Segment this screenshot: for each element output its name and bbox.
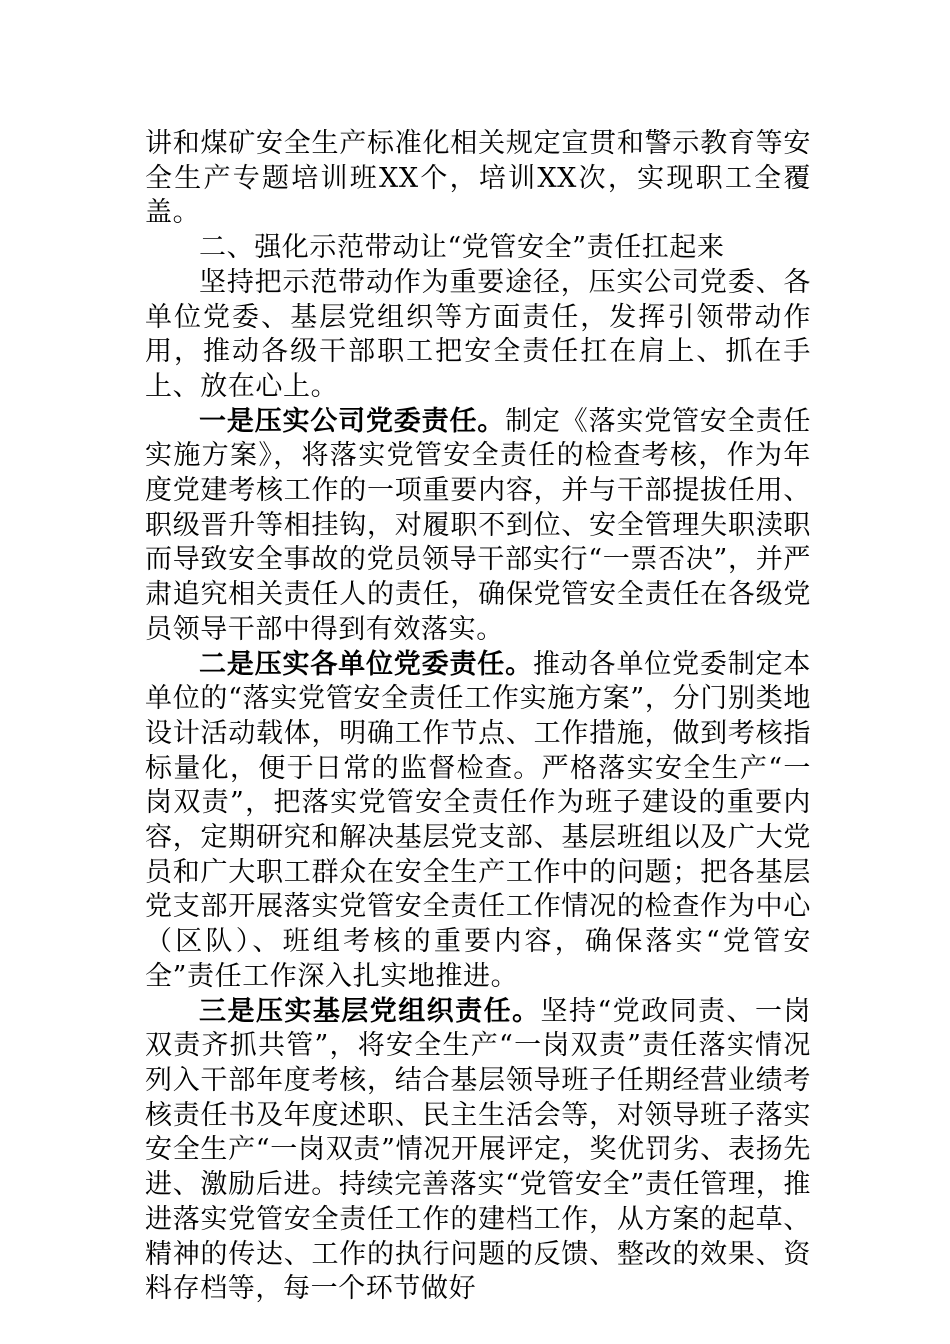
section-heading: 二、强化示范带动让“党管安全”责任扛起来 xyxy=(199,232,725,264)
item-2-body: 推动各单位党委制定本单位的“落实党管安全责任工作实施方案”，分门别类地设计活动载体，明确工作节点、工作措施，做到考核指标量化，便于日常的监督检查。严格落实安全生产“一岗双责”，把落实党管安全责任作为班子建设的重要内容，定期研究和解决基层党支部、基层班组以及广大党员和广大职工群众在安全生产工作中的问题；把各基层党支部开展落实党管安全责任工作情况的检查作为中心（区队）、班组考核的重要内容，确保落实“党管安全”责任工作深入扎实地推进。 xyxy=(145,648,812,992)
document-page xyxy=(145,127,811,1307)
paragraph-continuation: 讲和煤矿安全生产标准化相关规定宣贯和警示教育等安全生产专题培训班XX个，培训XX次，实现职工全覆盖。 xyxy=(145,128,811,229)
item-1-body: 制定《落实党管安全责任实施方案》，将落实党管安全责任的检查考核，作为年度党建考核工作的一项重要内容，并与干部提拔任用、职级晋升等相挂钩，对履职不到位、安全管理失职渎职而导致安全事故的党员领导干部实行“一票否决”，并严肃追究相关责任人的责任，确保党管安全责任在各级党员领导干部中得到有效落实。 xyxy=(145,405,811,645)
paragraph-item-1 xyxy=(145,405,811,648)
paragraph-intro: 坚持把示范带动作为重要途径，压实公司党委、各单位党委、基层党组织等方面责任，发挥引领带动作用，推动各级干部职工把安全责任扛在肩上、抓在手上、放在心上。 xyxy=(145,266,811,402)
paragraph-item-3 xyxy=(145,995,811,1307)
item-3-body: 坚持“党政同责、一岗双责齐抓共管”，将安全生产“一岗双责”责任落实情况列入干部年度考核，结合基层领导班子任期经营业绩考核责任书及年度述职、民主生活会等，对领导班子落实安全生产“一岗双责”情况开展评定，奖优罚劣、表扬先进、激励后进。持续完善落实“党管安全”责任管理，推进落实党管安全责任工作的建档工作，从方案的起草、精神的传达、工作的执行问题的反馈、整改的效果、资料存档等，每一个环节做好 xyxy=(145,995,811,1305)
item-3-lead: 三是压实基层党组织责任。 xyxy=(199,995,541,1027)
paragraph-item-2 xyxy=(145,648,811,995)
item-2-lead: 二是压实各单位党委责任。 xyxy=(199,648,533,680)
item-1-lead: 一是压实公司党委责任。 xyxy=(199,405,506,437)
